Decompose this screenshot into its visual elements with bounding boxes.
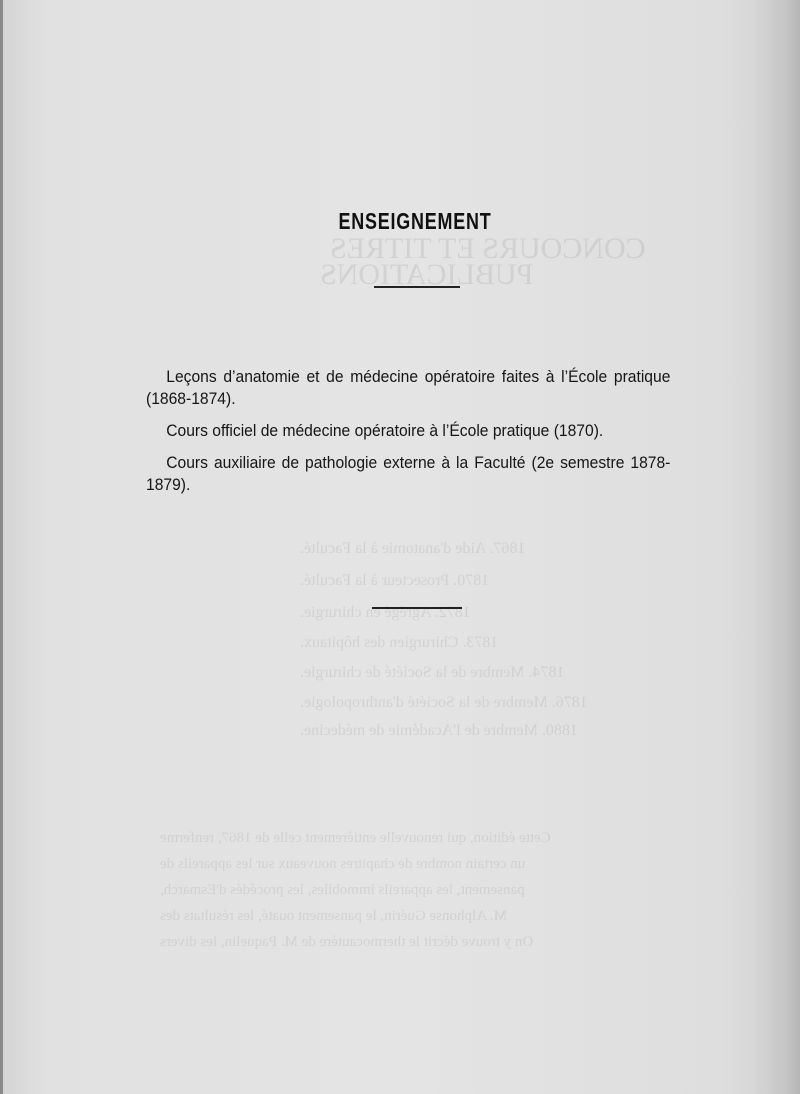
bleed-through-text: pansement, les appareils immobiles, les procédés d'Esmarch, xyxy=(160,882,525,898)
bleed-through-text: 1867. Aide d'anatomie à la Faculté. xyxy=(300,540,526,557)
page-right-shadow xyxy=(750,0,800,1094)
bleed-through-text: 1880. Membre de l'Académie de médecine. xyxy=(300,722,578,739)
teaching-entry: Cours auxiliaire de pathologie externe à la Faculté (2e semestre 1878-1879). xyxy=(146,453,671,494)
bleed-through-text: CONCOURS ET TITRES xyxy=(330,232,646,265)
section-title: ENSEIGNEMENT xyxy=(338,208,492,234)
bleed-through-text: On y trouve décrit le thermocautère de M. Paquelin, les divers xyxy=(160,934,534,950)
title-rule xyxy=(374,286,460,288)
section-end-rule xyxy=(372,607,462,609)
bleed-through-text: 1874. Membre de la Société de chirurgie. xyxy=(300,664,565,681)
bleed-through-text: M. Alphonse Guérin, le pansement ouaté, les résultats des xyxy=(160,908,508,924)
bleed-through-text: PUBLICATIONS xyxy=(320,258,534,291)
bleed-through-text: 1872. Agrégé en chirurgie. xyxy=(300,604,471,621)
bleed-through-text: 1873. Chirurgien des hôpitaux. xyxy=(300,634,499,651)
teaching-entry: Cours officiel de médecine opératoire à l’École pratique (1870). xyxy=(166,421,604,440)
bleed-through-text: 1876. Membre de la Société d'anthropologie. xyxy=(300,694,588,711)
teaching-entries xyxy=(146,366,670,506)
page-left-edge xyxy=(0,0,3,1094)
bleed-through-text: Cette édition, qui renouvelle entièrement celle de 1867, renferme xyxy=(160,830,551,846)
bleed-through-text: 1870. Prosecteur à la Faculté. xyxy=(300,572,490,589)
bleed-through-text: un certain nombre de chapitres nouveaux sur les appareils de xyxy=(160,856,526,872)
teaching-entry: Leçons d’anatomie et de médecine opératoire faites à l’École pratique (1868-1874). xyxy=(146,367,671,408)
